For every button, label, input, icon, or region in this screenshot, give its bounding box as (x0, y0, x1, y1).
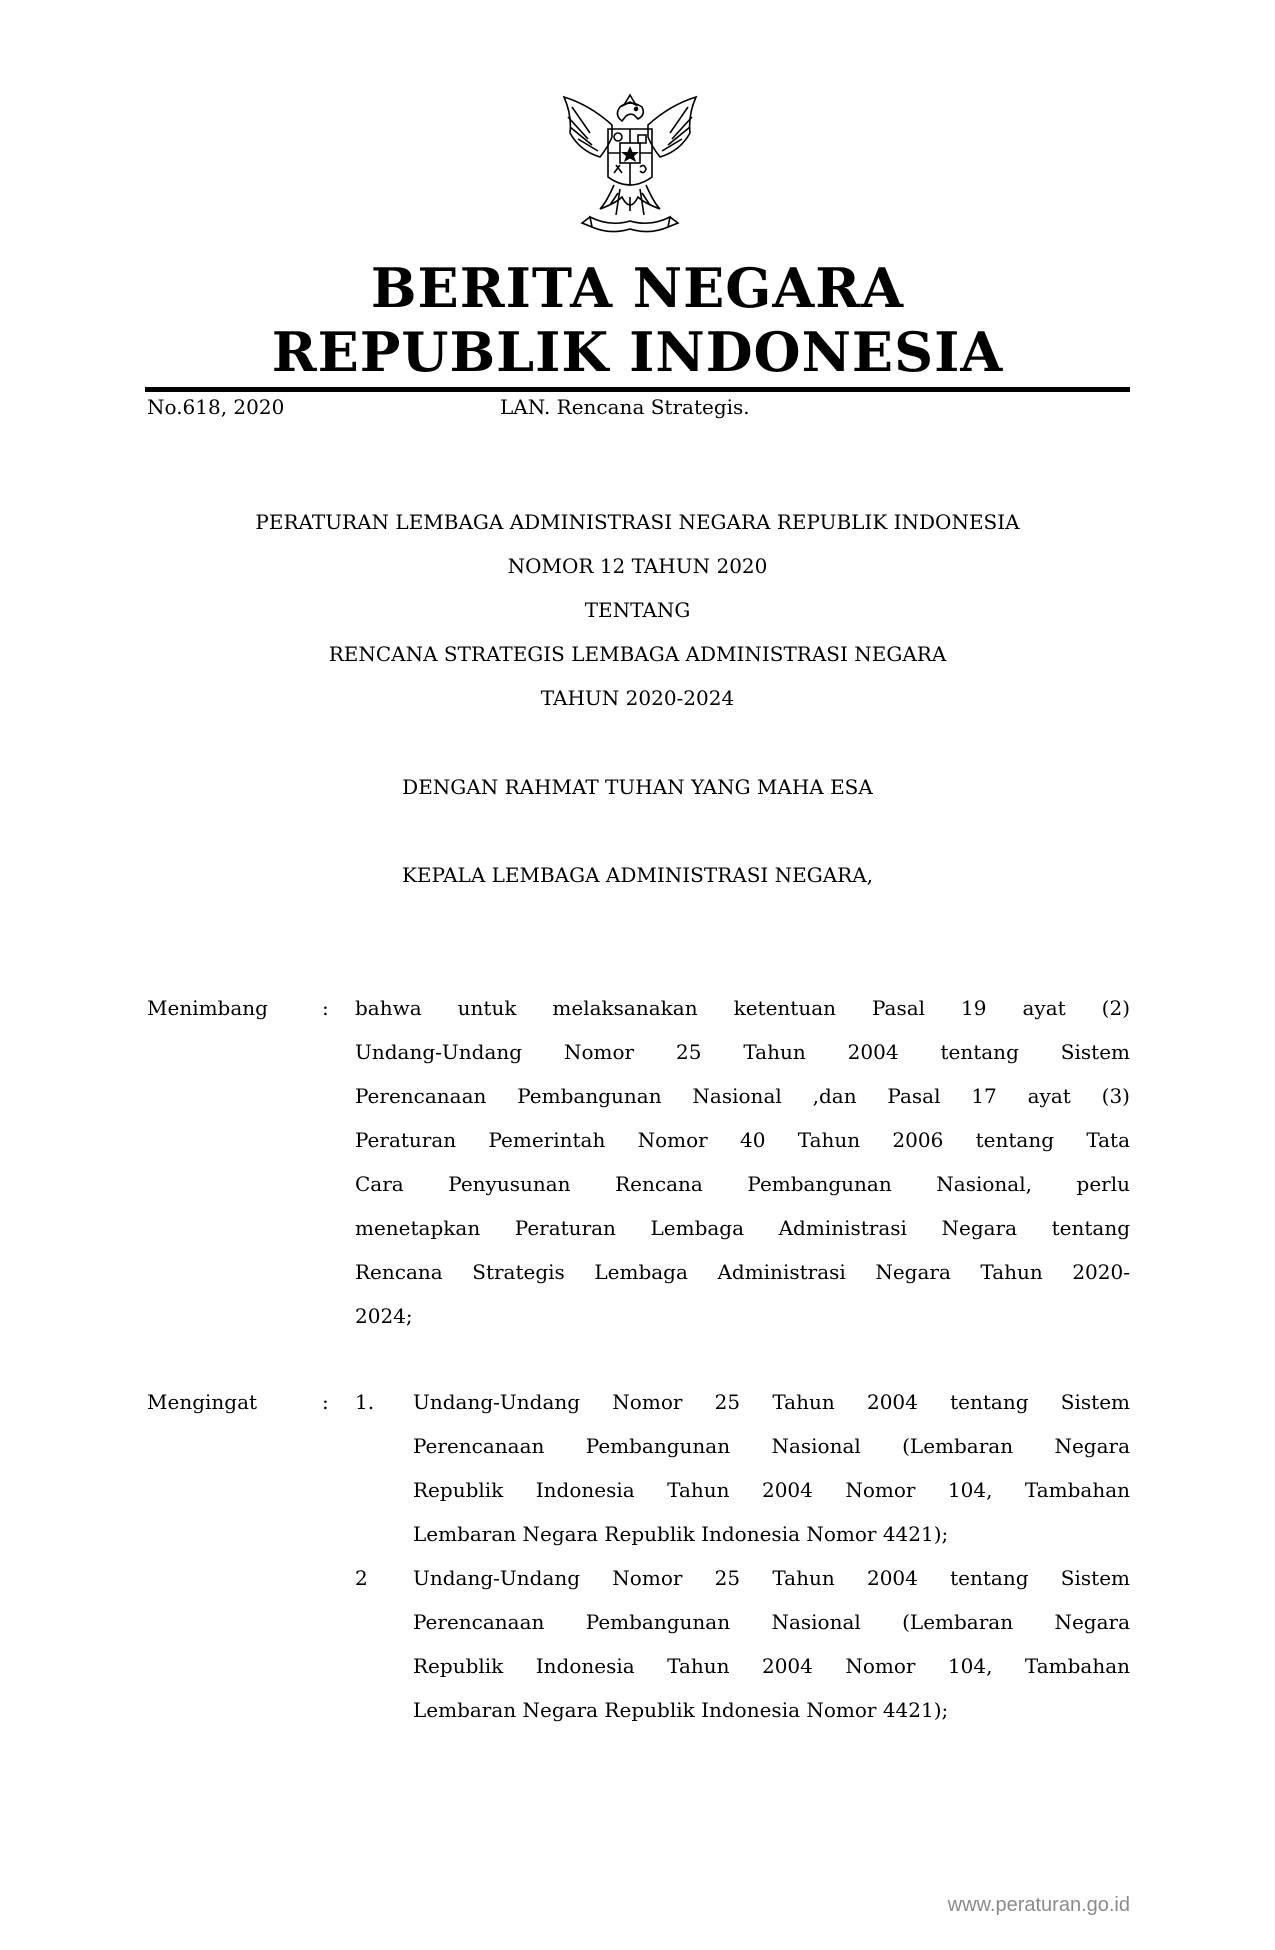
gazette-topic: LAN. Rencana Strategis. (500, 395, 750, 419)
paragraph-line: Rencana Strategis Lembaga Administrasi Negara Tahun 2020- (355, 1260, 1130, 1284)
gazette-number: No.618, 2020 (147, 395, 285, 419)
item-line: Undang-Undang Nomor 25 Tahun 2004 tentang Sistem (413, 1566, 1130, 1590)
header-divider (145, 387, 1130, 392)
item-line: Republik Indonesia Tahun 2004 Nomor 104, Tambahan (413, 1654, 1130, 1678)
title-line: PERATURAN LEMBAGA ADMINISTRASI NEGARA REPUBLIK INDONESIA (255, 510, 1020, 534)
item-line: Perencanaan Pembangunan Nasional (Lembaran Negara (413, 1610, 1130, 1634)
invocation-line: DENGAN RAHMAT TUHAN YANG MAHA ESA (402, 775, 873, 799)
mengingat-colon: : (322, 1390, 329, 1414)
title-line: RENCANA STRATEGIS LEMBAGA ADMINISTRASI NEGARA (328, 642, 947, 666)
masthead-title-line2: REPUBLIK INDONESIA (271, 320, 1004, 384)
item-text (413, 1380, 1130, 1556)
title-line: NOMOR 12 TAHUN 2020 (507, 554, 768, 578)
paragraph-line: 2024; (355, 1304, 413, 1328)
mengingat-label: Mengingat (147, 1390, 258, 1414)
title-line: TAHUN 2020-2024 (540, 686, 735, 710)
item-line: Perencanaan Pembangunan Nasional (Lembaran Negara (413, 1434, 1130, 1458)
menimbang-label: Menimbang (147, 996, 268, 1020)
title-line: TENTANG (584, 598, 691, 622)
item-line: Undang-Undang Nomor 25 Tahun 2004 tentang Sistem (413, 1390, 1130, 1414)
item-number: 2 (355, 1566, 368, 1590)
paragraph-line: Perencanaan Pembangunan Nasional ,dan Pasal 17 ayat (3) (355, 1084, 1130, 1108)
website-link[interactable]: www.peraturan.go.id (947, 1894, 1130, 1916)
paragraph-line: Cara Penyusunan Rencana Pembangunan Nasional, perlu (355, 1172, 1130, 1196)
menimbang-paragraph (355, 986, 1130, 1338)
masthead-title-line1: BERITA NEGARA (370, 256, 905, 320)
paragraph-line: Peraturan Pemerintah Nomor 40 Tahun 2006 tentang Tata (355, 1128, 1130, 1152)
menimbang-colon: : (322, 996, 329, 1020)
item-line: Lembaran Negara Republik Indonesia Nomor 4421); (413, 1522, 949, 1546)
item-number: 1. (355, 1390, 375, 1414)
item-line: Republik Indonesia Tahun 2004 Nomor 104, Tambahan (413, 1478, 1130, 1502)
regulation-title (145, 504, 1130, 724)
item-text (413, 1556, 1130, 1732)
paragraph-line: menetapkan Peraturan Lembaga Administrasi Negara tentang (355, 1216, 1130, 1240)
paragraph-line: Undang-Undang Nomor 25 Tahun 2004 tentang Sistem (355, 1040, 1130, 1064)
garuda-pancasila-emblem-icon (550, 85, 710, 245)
paragraph-line: bahwa untuk melaksanakan ketentuan Pasal 19 ayat (2) (355, 996, 1130, 1020)
item-line: Lembaran Negara Republik Indonesia Nomor 4421); (413, 1698, 949, 1722)
authority-line: KEPALA LEMBAGA ADMINISTRASI NEGARA, (401, 863, 874, 887)
